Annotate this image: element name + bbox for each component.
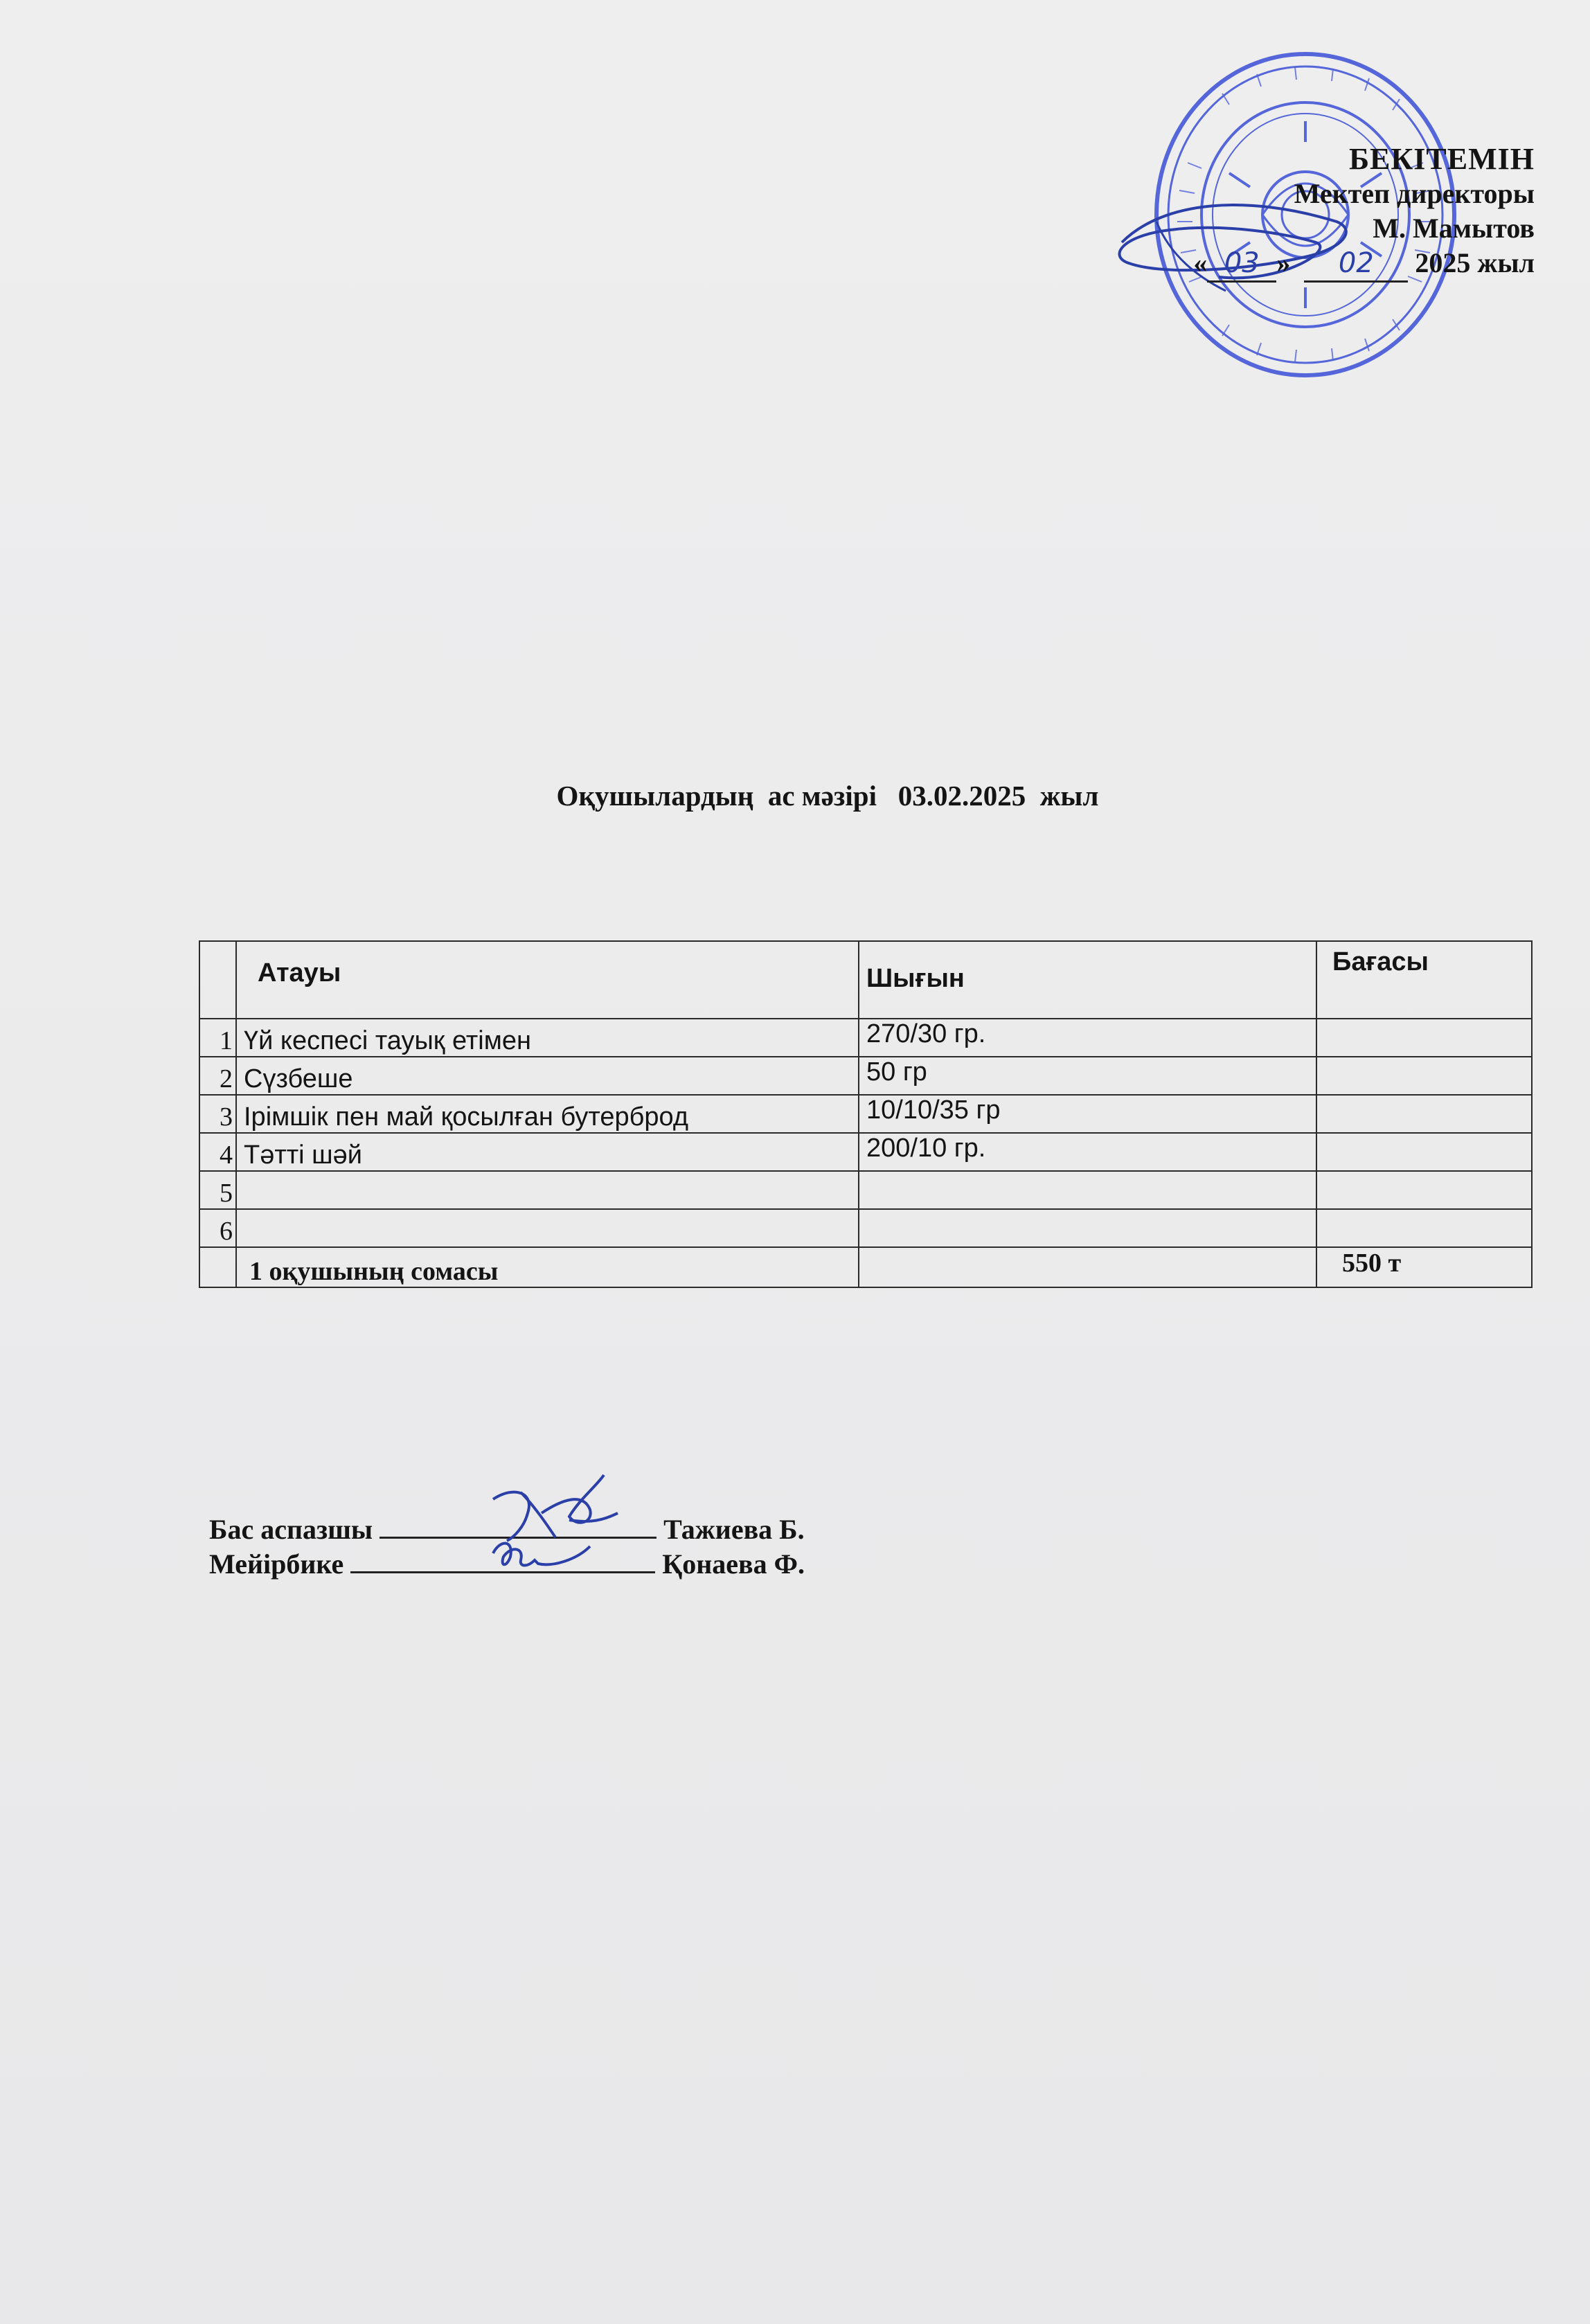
row-name: Үй кеспесі тауық етімен bbox=[236, 1019, 859, 1057]
approval-block bbox=[1193, 142, 1535, 283]
menu-table bbox=[199, 940, 1533, 1288]
row-num: 4 bbox=[199, 1133, 236, 1171]
header-price: Бағасы bbox=[1316, 941, 1532, 1019]
table-row bbox=[199, 1209, 1532, 1247]
row-name bbox=[236, 1171, 859, 1209]
total-label: 1 оқушының сомасы bbox=[236, 1247, 859, 1287]
total-price: 550 т bbox=[1316, 1247, 1532, 1287]
row-price bbox=[1316, 1133, 1532, 1171]
row-num: 3 bbox=[199, 1095, 236, 1133]
row-num: 6 bbox=[199, 1209, 236, 1247]
chef-name: Тажиева Б. bbox=[663, 1514, 805, 1545]
row-name: Сүзбеше bbox=[236, 1057, 859, 1095]
row-num: 1 bbox=[199, 1019, 236, 1057]
row-cost: 50 гр bbox=[859, 1057, 1316, 1095]
page-title: Оқушылардың ас мәзірі 03.02.2025 жыл bbox=[556, 780, 1099, 812]
total-num bbox=[199, 1247, 236, 1287]
row-price bbox=[1316, 1057, 1532, 1095]
nurse-signature-line bbox=[209, 1548, 805, 1581]
row-cost: 270/30 гр. bbox=[859, 1019, 1316, 1057]
approval-title: БЕКІТЕМІН bbox=[1348, 142, 1535, 176]
nurse-name: Қонаева Ф. bbox=[662, 1548, 805, 1580]
table-header-row bbox=[199, 941, 1532, 1019]
row-cost bbox=[859, 1209, 1316, 1247]
row-name bbox=[236, 1209, 859, 1247]
row-cost: 10/10/35 гр bbox=[859, 1095, 1316, 1133]
row-cost bbox=[859, 1171, 1316, 1209]
chef-role: Бас аспазшы bbox=[209, 1514, 373, 1545]
row-name: Ірімшік пен май қосылған бутерброд bbox=[236, 1095, 859, 1133]
row-price bbox=[1316, 1019, 1532, 1057]
row-price bbox=[1316, 1095, 1532, 1133]
row-cost: 200/10 гр. bbox=[859, 1133, 1316, 1171]
approval-date bbox=[1193, 246, 1535, 283]
date-close-quote: » bbox=[1276, 247, 1291, 278]
row-num: 2 bbox=[199, 1057, 236, 1095]
row-name: Тәтті шәй bbox=[236, 1133, 859, 1171]
header-name: Атауы bbox=[236, 941, 859, 1019]
row-price bbox=[1316, 1171, 1532, 1209]
table-total-row bbox=[199, 1247, 1532, 1287]
row-price bbox=[1316, 1209, 1532, 1247]
table-row bbox=[199, 1019, 1532, 1057]
header-num bbox=[199, 941, 236, 1019]
table-row bbox=[199, 1057, 1532, 1095]
date-open-quote: « bbox=[1193, 247, 1208, 278]
signature-block bbox=[209, 1513, 805, 1581]
header-cost: Шығын bbox=[859, 941, 1316, 1019]
table-row bbox=[199, 1133, 1532, 1171]
nurse-signature bbox=[486, 1532, 597, 1574]
table-row bbox=[199, 1171, 1532, 1209]
table-row bbox=[199, 1095, 1532, 1133]
total-cost bbox=[859, 1247, 1316, 1287]
date-day: 03 bbox=[1207, 246, 1276, 283]
date-year: 2025 жыл bbox=[1415, 247, 1535, 278]
director-name: М. Мамытов bbox=[1373, 213, 1535, 244]
date-month: 02 bbox=[1304, 246, 1408, 283]
nurse-role: Мейірбике bbox=[209, 1548, 344, 1580]
director-position: Мектеп директоры bbox=[1294, 178, 1535, 209]
row-num: 5 bbox=[199, 1171, 236, 1209]
